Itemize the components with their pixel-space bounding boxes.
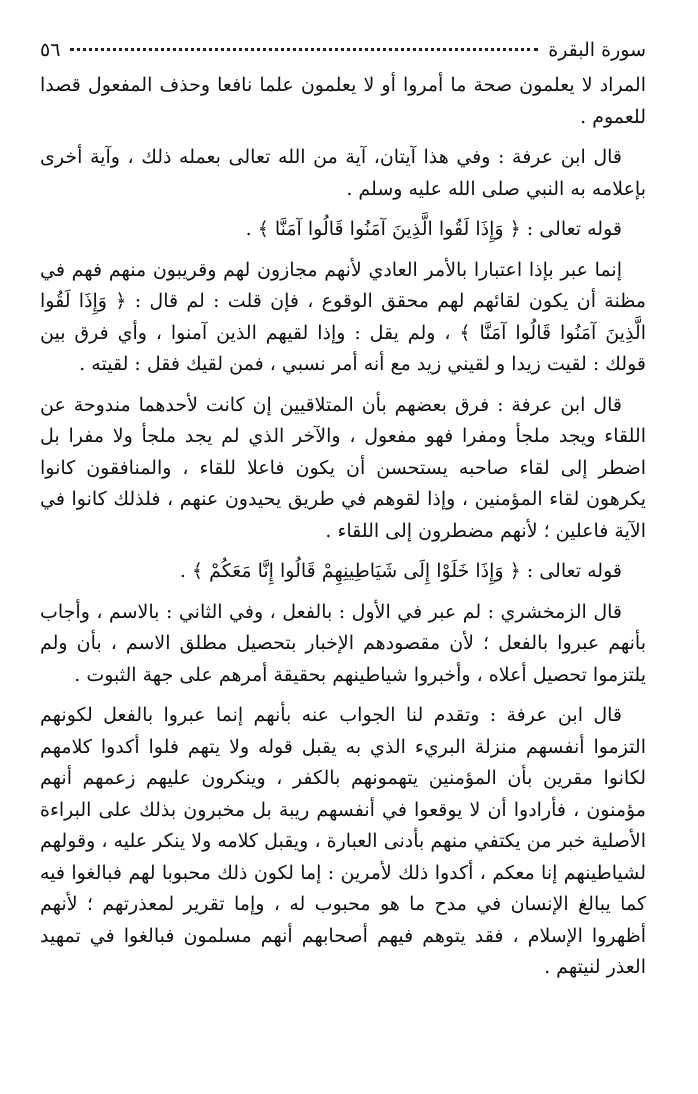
- header-dotted-leader: [70, 48, 538, 53]
- paragraph-verse-1: قوله تعالى : ﴿ وَإِذَا لَقُوا الَّذِينَ آمَنُوا قَالُوا آمَنَّا ﴾ .: [245, 218, 622, 240]
- page-number: ٥٦: [40, 39, 61, 61]
- paragraph-verse-2: قوله تعالى : ﴿ وَإِذَا خَلَوْا إِلَى شَيَاطِينِهِمْ قَالُوا إِنَّا مَعَكُمْ ﴾ .: [179, 560, 622, 582]
- page-body: [40, 70, 646, 984]
- surah-title: سورة البقرة: [548, 39, 646, 61]
- paragraph-zamakhshari: قال الزمخشري : لم عبر في الأول : بالفعل ، وفي الثاني : بالاسم ، وأجاب بأنهم عبروا بالفعل ؛ لأن مقصودهم الإخبار بتحصيل مطلق الاسم ، بأن ولم يلتزموا تحصيل أعلاه ، وأخبروا شياطينهم بحقيقة أمرهم على جهة الثبوت .: [40, 600, 646, 686]
- paragraph-continuation: المراد لا يعلمون صحة ما أمروا أو لا يعلمون علما نافعا وحذف المفعول قصدا للعموم .: [40, 74, 646, 128]
- page-header: [40, 30, 646, 70]
- paragraph-ibn-arafa-meeting: قال ابن عرفة : فرق بعضهم بأن المتلاقيين إن كانت لأحدهما مندوحة عن اللقاء ويجد ملجأ ومفرا فهو مفعول ، والآخر الذي لم يجد ملجأ ولا مفرا بل اضطر إلى لقاء صاحبه يستحسن أن يكون فاعلا للقاء ، والمنافقون كانوا يكرهون لقاء المؤمنين ، وإذا لقوهم في طريق يحيدون عنهم ، فلذلك كانوا في الآية فاعلين ؛ لأنهم مضطرون إلى اللقاء .: [40, 393, 646, 542]
- paragraph-ibn-arafa-two-signs: قال ابن عرفة : وفي هذا آيتان، آية من الله تعالى بعمله ذلك ، وآية أخرى بإعلامه به النبي صلى الله عليه وسلم .: [40, 146, 646, 200]
- paragraph-idha-explanation: إنما عبر بإذا اعتبارا بالأمر العادي لأنهم مجازون لهم وقريبون منهم فهم في مظنة أن يكون لقائهم لهم محقق الوقوع ، فإن قلت : لم قال : ﴿ وَإِذَا لَقُوا الَّذِينَ آمَنُوا قَالُوا آمَنَّا ﴾ ، ولم يقل : وإذا لقيهم الذين آمنوا ، وأي فرق بين قولك : لقيت زيدا و لقيني زيد مع أنه أمر نسبي ، فمن لقيك فقل : لقيته .: [40, 258, 646, 375]
- paragraph-ibn-arafa-answer: قال ابن عرفة : وتقدم لنا الجواب عنه بأنهم إنما عبروا بالفعل لكونهم التزموا أنفسهم منزلة البريء الذي به يقبل قوله ولا يتهم فلوا أكدوا كلامهم لكانوا مقرين بأن المؤمنين يتهمونهم بالكفر ، وينكرون عليهم زعمهم أنهم مؤمنون ، فأرادوا أن لا يوقعوا في أنفسهم ريبة بل مخبرون بذلك على البراءة الأصلية خبر من يكتفي منهم بأدنى العبارة ، ويقبل كلامه ولا ينكر عليه ، وقولهم لشياطينهم إنا معكم ، أكدوا ذلك لأمرين : إما لكون ذلك محبوبا لهم فبالغوا فيه كما يبالغ الإنسان في مدح ما هو محبوب له ، وإما تقرير لمعذرتهم ؛ لأنهم أظهروا الإسلام ، فقد يتوهم فيهم أصحابهم أنهم مسلمون فبالغوا في تمهيد العذر لنيتهم .: [40, 704, 646, 978]
